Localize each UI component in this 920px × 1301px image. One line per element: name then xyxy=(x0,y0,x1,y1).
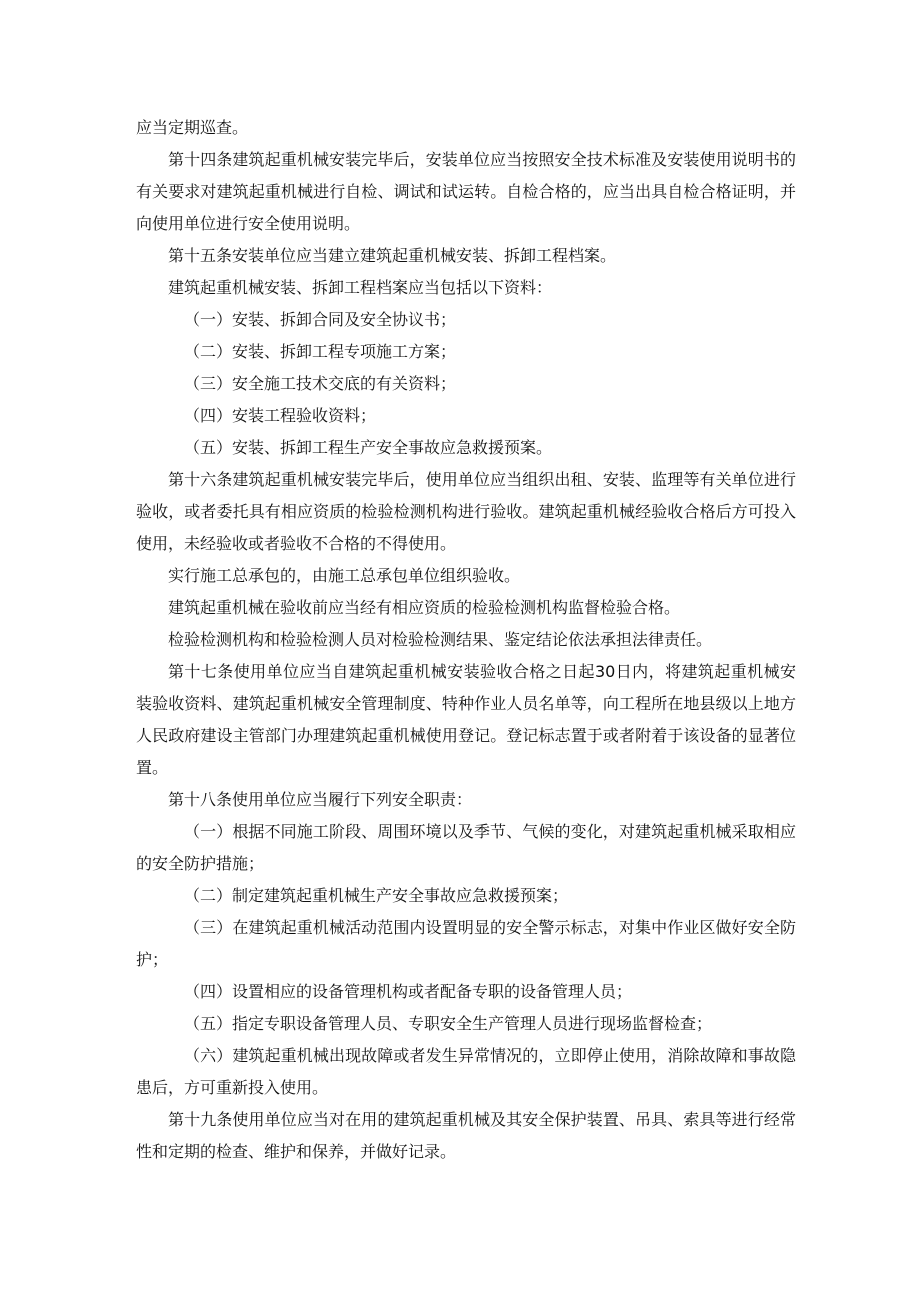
list-item: （六）建筑起重机械出现故障或者发生异常情况的，立即停止使用，消除故障和事故隐患后，方可重新投入使用。 xyxy=(136,1046,796,1097)
list-item: （五）安装、拆卸工程生产安全事故应急救援预案。 xyxy=(184,438,553,457)
paragraph-archive-contents: 建筑起重机械安装、拆卸工程档案应当包括以下资料： xyxy=(168,278,553,297)
list-item: （四）设置相应的设备管理机构或者配备专职的设备管理人员； xyxy=(184,982,633,1001)
paragraph-article-19: 第十九条使用单位应当对在用的建筑起重机械及其安全保护装置、吊具、索具等进行经常性和定期的检查、维护和保养，并做好记录。 xyxy=(136,1110,796,1161)
list-item: （三）安全施工技术交底的有关资料； xyxy=(184,374,457,393)
list-item: （一）根据不同施工阶段、周围环境以及季节、气候的变化，对建筑起重机械采取相应的安全防护措施； xyxy=(136,822,796,873)
paragraph-liability: 检验检测机构和检验检测人员对检验检测结果、鉴定结论依法承担法律责任。 xyxy=(168,630,713,649)
paragraph-article-16: 第十六条建筑起重机械安装完毕后，使用单位应当组织出租、安装、监理等有关单位进行验收，或者委托具有相应资质的检验检测机构进行验收。建筑起重机械经验收合格后方可投入使用，未经验收或者验收不合格的不得使用。 xyxy=(136,470,796,553)
list-item: （四）安装工程验收资料； xyxy=(184,406,377,425)
paragraph-article-15: 第十五条安装单位应当建立建筑起重机械安装、拆卸工程档案。 xyxy=(168,246,617,265)
document-body xyxy=(136,112,796,1168)
list-item: （三）在建筑起重机械活动范围内设置明显的安全警示标志，对集中作业区做好安全防护； xyxy=(136,918,796,969)
list-item: （一）安装、拆卸合同及安全协议书； xyxy=(184,310,457,329)
paragraph-general-contract: 实行施工总承包的，由施工总承包单位组织验收。 xyxy=(168,566,521,585)
list-item: （二）制定建筑起重机械生产安全事故应急救援预案； xyxy=(184,886,569,905)
paragraph-continuation: 应当定期巡查。 xyxy=(136,118,249,137)
list-item: （二）安装、拆卸工程专项施工方案； xyxy=(184,342,457,361)
list-item: （五）指定专职设备管理人员、专职安全生产管理人员进行现场监督检查； xyxy=(184,1014,713,1033)
paragraph-article-14: 第十四条建筑起重机械安装完毕后，安装单位应当按照安全技术标准及安装使用说明书的有关要求对建筑起重机械进行自检、调试和试运转。自检合格的，应当出具自检合格证明，并向使用单位进行安全使用说明。 xyxy=(136,150,796,233)
paragraph-inspection: 建筑起重机械在验收前应当经有相应资质的检验检测机构监督检验合格。 xyxy=(168,598,681,617)
paragraph-article-17: 第十七条使用单位应当自建筑起重机械安装验收合格之日起30日内，将建筑起重机械安装验收资料、建筑起重机械安全管理制度、特种作业人员名单等，向工程所在地县级以上地方人民政府建设主管部门办理建筑起重机械使用登记。登记标志置于或者附着于该设备的显著位置。 xyxy=(136,662,796,777)
paragraph-article-18: 第十八条使用单位应当履行下列安全职责： xyxy=(168,790,473,809)
